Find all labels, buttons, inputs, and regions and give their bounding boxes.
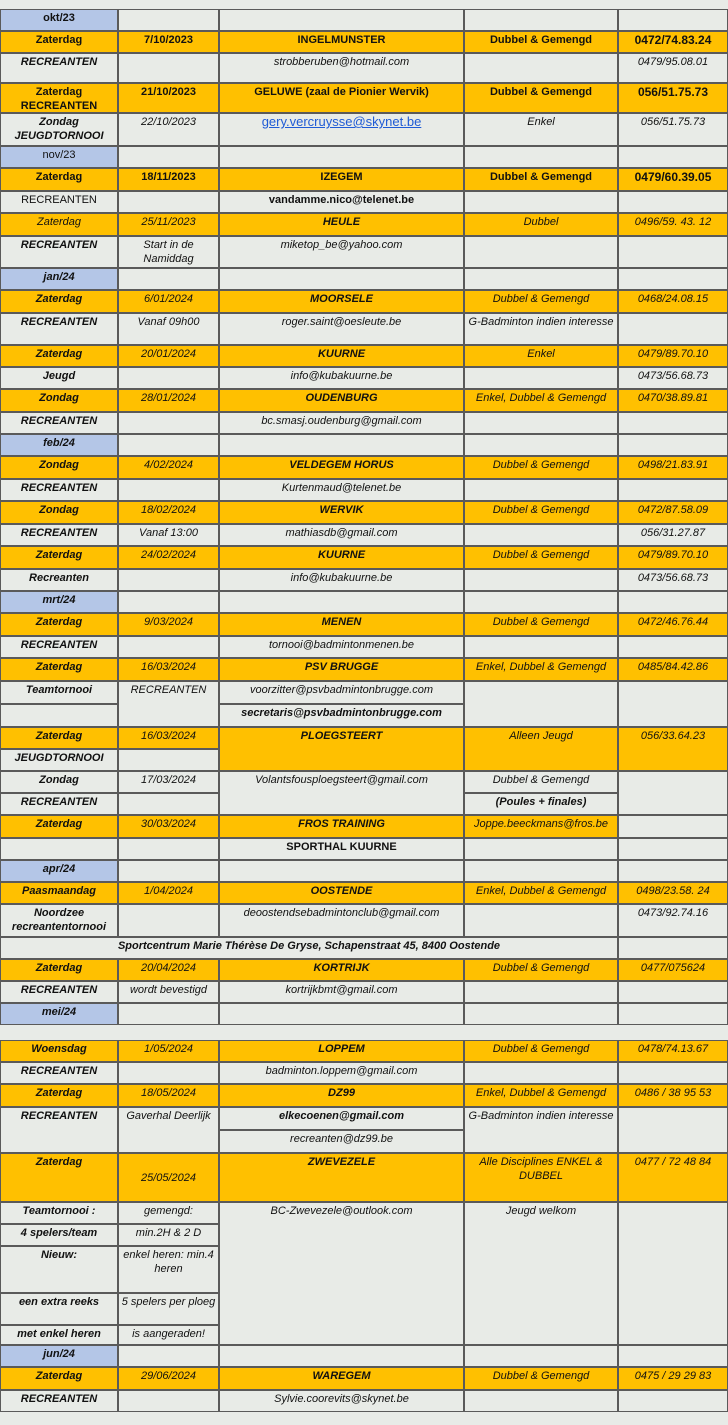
table-cell-r36c4 [464,838,618,860]
table-cell-r33c1: Zondag [0,771,118,793]
table-cell-r23c2: 24/02/2024 [118,546,219,569]
table-cell-r20c1: RECREANTEN [0,479,118,501]
table-cell-r30c1 [0,704,118,727]
table-cell-r55c4 [464,1345,618,1367]
table-cell-r12c1: Zaterdag [0,290,118,313]
table-cell-r12c2: 6/01/2024 [118,290,219,313]
table-cell-r36c5 [618,838,728,860]
table-cell-r39c4 [464,904,618,937]
table-cell-r57c5 [618,1390,728,1412]
table-cell-r15c3: info@kubakuurne.be [219,367,464,389]
table-cell-r33c2: 17/03/2024 [118,771,219,793]
table-cell-r29c1: Teamtornooi [0,681,118,704]
table-cell-r4c3: GELUWE (zaal de Pionier Wervik) [219,83,464,113]
table-cell-r8c1: RECREANTEN [0,191,118,213]
table-cell-r42c4 [464,981,618,1003]
table-cell-r11c4 [464,268,618,290]
table-cell-r10c1: RECREANTEN [0,236,118,268]
table-cell-r4c4: Dubbel & Gemengd [464,83,618,113]
table-cell-r55c3 [219,1345,464,1367]
table-cell-r49c4: Alle Disciplines ENKEL & DUBBEL [464,1153,618,1202]
table-cell-r52c2: enkel heren: min.4 heren [118,1246,219,1293]
table-cell-r33c5 [618,771,728,815]
table-cell-r17c5 [618,412,728,434]
table-cell-r1c5 [618,9,728,31]
table-cell-r55c5 [618,1345,728,1367]
table-cell-r43c2 [118,1003,219,1025]
table-cell-r7c1: Zaterdag [0,168,118,191]
table-cell-r46c3: DZ99 [219,1084,464,1107]
table-cell-r39c3: deoostendsebadmintonclub@gmail.com [219,904,464,937]
table-cell-r47c5 [618,1107,728,1153]
table-cell-r48c3: recreanten@dz99.be [219,1130,464,1153]
table-cell-r19c5: 0498/21.83.91 [618,456,728,479]
table-cell-r1c4 [464,9,618,31]
table-cell-r4c1: Zaterdag RECREANTEN [0,83,118,113]
table-cell-r28c5: 0485/84.42.86 [618,658,728,681]
table-cell-r21c5: 0472/87.58.09 [618,501,728,524]
table-cell-r38c4: Enkel, Dubbel & Gemengd [464,882,618,904]
table-cell-r43c4 [464,1003,618,1025]
table-cell-r24c1: Recreanten [0,569,118,591]
table-cell-r37c3 [219,860,464,882]
table-cell-r23c3: KUURNE [219,546,464,569]
table-cell-r45c5 [618,1062,728,1084]
table-cell-r10c3: miketop_be@yahoo.com [219,236,464,268]
table-cell-r10c5 [618,236,728,268]
table-cell-r20c3: Kurtenmaud@telenet.be [219,479,464,501]
table-cell-r5c1: Zondag JEUGDTORNOOI [0,113,118,146]
table-cell-r54c1: met enkel heren [0,1325,118,1345]
table-cell-r21c1: Zondag [0,501,118,524]
table-cell-r17c3: bc.smasj.oudenburg@gmail.com [219,412,464,434]
table-cell-r57c1: RECREANTEN [0,1390,118,1412]
table-cell-r29c2: RECREANTEN [118,681,219,727]
table-cell-r50c2: gemengd: [118,1202,219,1224]
table-cell-r54c2: is aangeraden! [118,1325,219,1345]
table-cell-r8c3: vandamme.nico@telenet.be [219,191,464,213]
table-cell-r8c4 [464,191,618,213]
table-cell-r2c5: 0472/74.83.24 [618,31,728,53]
table-cell-r45c2 [118,1062,219,1084]
table-cell-r53c1: een extra reeks [0,1293,118,1325]
table-cell-r28c1: Zaterdag [0,658,118,681]
table-cell-r2c1: Zaterdag [0,31,118,53]
table-cell-r50c4: Jeugd welkom [464,1202,618,1345]
table-cell-r13c4: G-Badminton indien interesse [464,313,618,345]
table-cell-r42c5 [618,981,728,1003]
table-cell-r25c4 [464,591,618,613]
table-cell-r36c2 [118,838,219,860]
table-cell-r9c1: Zaterdag [0,213,118,236]
table-cell-r42c2: wordt bevestigd [118,981,219,1003]
table-cell-r44c2: 1/05/2024 [118,1040,219,1062]
table-cell-r13c2: Vanaf 09h00 [118,313,219,345]
table-cell-r20c4 [464,479,618,501]
table-cell-r26c3: MENEN [219,613,464,636]
table-cell-r44c1: Woensdag [0,1040,118,1062]
table-cell-r49c1: Zaterdag [0,1153,118,1202]
table-cell-r25c3 [219,591,464,613]
table-cell-r56c2: 29/06/2024 [118,1367,219,1390]
table-cell-r28c4: Enkel, Dubbel & Gemengd [464,658,618,681]
table-cell-r50c3: BC-Zwevezele@outlook.com [219,1202,464,1345]
table-cell-r44c5: 0478/74.13.67 [618,1040,728,1062]
table-cell-r51c1: 4 spelers/team [0,1224,118,1246]
table-cell-r49c3: ZWEVEZELE [219,1153,464,1202]
table-cell-r14c4: Enkel [464,345,618,367]
table-cell-r35c3: FROS TRAINING [219,815,464,838]
table-cell-r15c2 [118,367,219,389]
table-cell-r11c3 [219,268,464,290]
table-cell-r56c1: Zaterdag [0,1367,118,1390]
table-cell-r43c5 [618,1003,728,1025]
table-cell-r13c3: roger.saint@oesleute.be [219,313,464,345]
table-cell-r49c5: 0477 / 72 48 84 [618,1153,728,1202]
table-cell-r8c5 [618,191,728,213]
table-cell-r34c2 [118,793,219,815]
table-cell-r32c2 [118,749,219,771]
table-cell-r7c4: Dubbel & Gemengd [464,168,618,191]
table-cell-r41c5: 0477/075624 [618,959,728,981]
table-cell-r17c2 [118,412,219,434]
table-cell-r16c3: OUDENBURG [219,389,464,412]
table-cell-r16c4: Enkel, Dubbel & Gemengd [464,389,618,412]
table-cell-r14c2: 20/01/2024 [118,345,219,367]
table-cell-r31c1: Zaterdag [0,727,118,749]
table-cell-r46c5: 0486 / 38 95 53 [618,1084,728,1107]
table-cell-r1c2 [118,9,219,31]
table-cell-r3c4 [464,53,618,83]
table-cell-r18c5 [618,434,728,456]
table-cell-r52c1: Nieuw: [0,1246,118,1293]
table-cell-r19c3: VELDEGEM HORUS [219,456,464,479]
table-cell-r56c4: Dubbel & Gemengd [464,1367,618,1390]
table-cell-r35c5 [618,815,728,838]
table-cell-r35c4: Joppe.beeckmans@fros.be [464,815,618,838]
table-cell-r23c4: Dubbel & Gemengd [464,546,618,569]
table-cell-r38c2: 1/04/2024 [118,882,219,904]
table-cell-r57c3: Sylvie.coorevits@skynet.be [219,1390,464,1412]
table-cell-r51c2: min.2H & 2 D [118,1224,219,1246]
table-cell-r40c1: Sportcentrum Marie Thérèse De Gryse, Schapenstraat 45, 8400 Oostende [0,937,618,959]
table-cell-r38c1: Paasmaandag [0,882,118,904]
table-cell-r20c5 [618,479,728,501]
table-cell-r25c2 [118,591,219,613]
table-cell-r8c2 [118,191,219,213]
table-cell-r22c5: 056/31.27.87 [618,524,728,546]
table-cell-r4c5: 056/51.75.73 [618,83,728,113]
table-cell-r19c1: Zondag [0,456,118,479]
table-cell-r21c4: Dubbel & Gemengd [464,501,618,524]
table-cell-r23c5: 0479/89.70.10 [618,546,728,569]
table-cell-r19c2: 4/02/2024 [118,456,219,479]
table-cell-r14c3: KUURNE [219,345,464,367]
table-cell-r46c4: Enkel, Dubbel & Gemengd [464,1084,618,1107]
table-cell-r7c3: IZEGEM [219,168,464,191]
table-cell-r9c4: Dubbel [464,213,618,236]
table-cell-r37c1: apr/24 [0,860,118,882]
table-cell-r2c4: Dubbel & Gemengd [464,31,618,53]
table-cell-r42c1: RECREANTEN [0,981,118,1003]
table-cell-r41c3: KORTRIJK [219,959,464,981]
table-cell-r23c1: Zaterdag [0,546,118,569]
table-cell-r47c2: Gaverhal Deerlijk [118,1107,219,1153]
table-cell-r4c2: 21/10/2023 [118,83,219,113]
table-cell-r10c4 [464,236,618,268]
table-cell-r26c4: Dubbel & Gemengd [464,613,618,636]
table-cell-r16c2: 28/01/2024 [118,389,219,412]
table-cell-r14c1: Zaterdag [0,345,118,367]
table-cell-r3c2 [118,53,219,83]
table-cell-r13c1: RECREANTEN [0,313,118,345]
table-cell-r49c2: 25/05/2024 [118,1153,219,1202]
table-cell-r38c5: 0498/23.58. 24 [618,882,728,904]
table-cell-r33c4: Dubbel & Gemengd [464,771,618,793]
table-cell-r7c2: 18/11/2023 [118,168,219,191]
table-cell-r26c5: 0472/46.76.44 [618,613,728,636]
table-cell-r24c5: 0473/56.68.73 [618,569,728,591]
table-cell-r47c4: G-Badminton indien interesse [464,1107,618,1153]
table-cell-r31c2: 16/03/2024 [118,727,219,749]
table-cell-r15c1: Jeugd [0,367,118,389]
table-cell-r45c4 [464,1062,618,1084]
table-cell-r9c2: 25/11/2023 [118,213,219,236]
table-cell-r47c3: elkecoenen@gmail.com [219,1107,464,1130]
table-cell-r34c4: (Poules + finales) [464,793,618,815]
table-cell-r50c1: Teamtornooi : [0,1202,118,1224]
table-cell-r57c4 [464,1390,618,1412]
table-cell-r35c2: 30/03/2024 [118,815,219,838]
table-cell-r12c3: MOORSELE [219,290,464,313]
table-cell-r2c3: INGELMUNSTER [219,31,464,53]
table-cell-r34c1: RECREANTEN [0,793,118,815]
table-cell-r44c3: LOPPEM [219,1040,464,1062]
table-cell-r5c4: Enkel [464,113,618,146]
table-cell-r9c3: HEULE [219,213,464,236]
table-cell-r31c4: Alleen Jeugd [464,727,618,771]
table-cell-r25c5 [618,591,728,613]
table-cell-r27c1: RECREANTEN [0,636,118,658]
table-cell-r46c1: Zaterdag [0,1084,118,1107]
table-cell-r18c4 [464,434,618,456]
table-cell-r2c2: 7/10/2023 [118,31,219,53]
table-cell-r11c5 [618,268,728,290]
table-cell-r12c5: 0468/24.08.15 [618,290,728,313]
table-cell-r11c2 [118,268,219,290]
table-cell-r57c2 [118,1390,219,1412]
table-cell-r17c1: RECREANTEN [0,412,118,434]
table-cell-r37c4 [464,860,618,882]
table-cell-r39c2 [118,904,219,937]
table-cell-r39c5: 0473/92.74.16 [618,904,728,937]
table-cell-r17c4 [464,412,618,434]
table-cell-r6c3 [219,146,464,168]
table-cell-r18c3 [219,434,464,456]
table-cell-r46c2: 18/05/2024 [118,1084,219,1107]
table-cell-r38c3: OOSTENDE [219,882,464,904]
table-cell-r43c1: mei/24 [0,1003,118,1025]
table-cell-r10c2: Start in de Namiddag [118,236,219,268]
table-cell-r42c3: kortrijkbmt@gmail.com [219,981,464,1003]
table-cell-r28c2: 16/03/2024 [118,658,219,681]
table-cell-r6c4 [464,146,618,168]
table-cell-r37c5 [618,860,728,882]
table-cell-r21c3: WERVIK [219,501,464,524]
table-cell-r29c3: voorzitter@psvbadmintonbrugge.com [219,681,464,704]
table-cell-r1c3 [219,9,464,31]
table-cell-r32c1: JEUGDTORNOOI [0,749,118,771]
table-cell-r5c5: 056/51.75.73 [618,113,728,146]
table-cell-r26c2: 9/03/2024 [118,613,219,636]
table-cell-r36c1 [0,838,118,860]
table-cell-r25c1: mrt/24 [0,591,118,613]
table-cell-r45c1: RECREANTEN [0,1062,118,1084]
table-cell-r9c5: 0496/59. 43. 12 [618,213,728,236]
table-cell-r50c5 [618,1202,728,1345]
table-cell-r5c2: 22/10/2023 [118,113,219,146]
table-cell-r22c3: mathiasdb@gmail.com [219,524,464,546]
table-cell-r55c1: jun/24 [0,1345,118,1367]
table-cell-r22c1: RECREANTEN [0,524,118,546]
table-cell-r13c5 [618,313,728,345]
table-cell-r15c5: 0473/56.68.73 [618,367,728,389]
table-cell-r56c3: WAREGEM [219,1367,464,1390]
table-cell-r40c5 [618,937,728,959]
table-cell-r7c5: 0479/60.39.05 [618,168,728,191]
table-cell-r12c4: Dubbel & Gemengd [464,290,618,313]
table-cell-r6c1: nov/23 [0,146,118,168]
table-cell-r16c5: 0470/38.89.81 [618,389,728,412]
table-cell-r35c1: Zaterdag [0,815,118,838]
table-cell-r31c3: PLOEGSTEERT [219,727,464,771]
table-cell-r5c3[interactable]: gery.vercruysse@skynet.be [219,113,464,146]
table-cell-r14c5: 0479/89.70.10 [618,345,728,367]
table-cell-r24c3: info@kubakuurne.be [219,569,464,591]
table-cell-r6c2 [118,146,219,168]
table-cell-r6c5 [618,146,728,168]
table-cell-r24c4 [464,569,618,591]
table-cell-r41c1: Zaterdag [0,959,118,981]
table-cell-r16c1: Zondag [0,389,118,412]
table-cell-r26c1: Zaterdag [0,613,118,636]
table-cell-r21c2: 18/02/2024 [118,501,219,524]
table-cell-r37c2 [118,860,219,882]
table-cell-r53c2: 5 spelers per ploeg [118,1293,219,1325]
table-cell-r27c2 [118,636,219,658]
table-cell-r24c2 [118,569,219,591]
table-cell-r56c5: 0475 / 29 29 83 [618,1367,728,1390]
table-cell-r1c1: okt/23 [0,9,118,31]
table-cell-r36c3: SPORTHAL KUURNE [219,838,464,860]
table-cell-r47c1: RECREANTEN [0,1107,118,1153]
table-cell-r30c3: secretaris@psvbadmintonbrugge.com [219,704,464,727]
table-cell-r29c4 [464,681,618,727]
table-cell-r22c2: Vanaf 13:00 [118,524,219,546]
table-cell-r29c5 [618,681,728,727]
table-cell-r27c3: tornooi@badmintonmenen.be [219,636,464,658]
table-cell-r31c5: 056/33.64.23 [618,727,728,771]
table-cell-r55c2 [118,1345,219,1367]
table-cell-r27c4 [464,636,618,658]
table-cell-r45c3: badminton.loppem@gmail.com [219,1062,464,1084]
table-cell-r28c3: PSV BRUGGE [219,658,464,681]
table-cell-r18c1: feb/24 [0,434,118,456]
table-cell-r11c1: jan/24 [0,268,118,290]
table-cell-r44c4: Dubbel & Gemengd [464,1040,618,1062]
table-cell-r15c4 [464,367,618,389]
table-cell-r3c5: 0479/95.08.01 [618,53,728,83]
table-cell-r20c2 [118,479,219,501]
table-cell-r41c4: Dubbel & Gemengd [464,959,618,981]
table-cell-r18c2 [118,434,219,456]
table-cell-r3c3: strobberuben@hotmail.com [219,53,464,83]
table-cell-r3c1: RECREANTEN [0,53,118,83]
table-cell-r33c3: Volantsfousploegsteert@gmail.com [219,771,464,815]
table-cell-r19c4: Dubbel & Gemengd [464,456,618,479]
table-cell-r43c3 [219,1003,464,1025]
table-cell-r27c5 [618,636,728,658]
table-cell-r39c1: Noordzee recreantentornooi [0,904,118,937]
table-cell-r22c4 [464,524,618,546]
table-cell-r41c2: 20/04/2024 [118,959,219,981]
